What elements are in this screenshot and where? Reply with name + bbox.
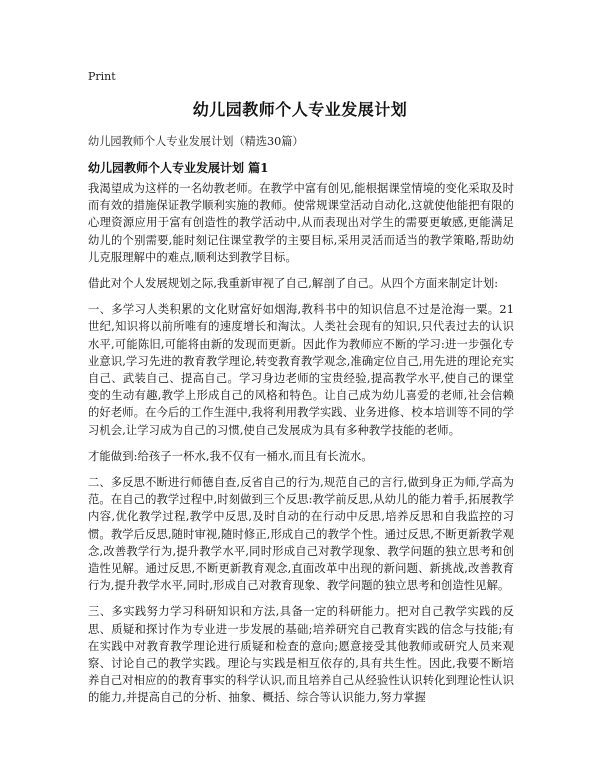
paragraph: 我渴望成为这样的一名幼教老师。在教学中富有创见,能根据课堂情境的变化采取及时而有效的措施保证教学顺利实施的教师。使常规课堂活动自动化,这就使他能把有限的心理资源应用于富有创造性的教学活动中,从而表现出对学生的需要更敏感,更能满足幼儿的个别需要,能时刻记住课堂教学的主要目标,采用灵活而适当的教学策略,帮助幼儿克服理解中的难点,顺利达到教学目标。 — [88, 182, 514, 264]
section-heading: 幼儿园教师个人专业发展计划 篇1 — [88, 161, 269, 175]
paragraph: 一、多学习人类积累的文化财富好如烟海,教科书中的知识信息不过是沧海一粟。21世纪,知识将以前所唯有的速度增长和淘汰。人类社会现有的知识,只代表过去的认识水平,可能陈旧,可能将由新的发现而更新。因此作为教师应不断的学习:进一步强化专业意识,学习先进的教育教学理论,转变教育教学观念,准确定位自己,用先进的理论充实自己、武装自己、提高自己。学习身边老师的宝贵经验,提高教学水平,使自己的课堂变的生动有趣,教学上形成自己的风格和特色。让自己成为幼儿喜爱的老师,社会信赖的好老师。在今后的工作生涯中,我将利用教学实践、业务进修、校本培训等不同的学习机会,让学习成为自己的习惯,使自己发展成为具有多种教学技能的老师。 — [88, 303, 514, 437]
paragraph: 三、多实践努力学习科研知识和方法,具备一定的科研能力。把对自己教学实践的反思、质疑和探讨作为专业进一步发展的基础;培养研究自己教育实践的信念与技能;有在实践中对教育教学理论进行质疑和检查的意向;愿意接受其他教师或研究人员来观察、讨论自己的教学实践。理论与实践是相互依存的,具有共生性。因此,我要不断培养自己对相应的的教育事实的科学认识,而且培养自己从经验性认识转化到理论性认识的能力,并提高自己的分析、抽象、概括、综合等认识能力,努力掌握 — [88, 605, 514, 705]
paragraph: 才能做到:给孩子一杯水,我不仅有一桶水,而且有长流水。 — [88, 449, 373, 463]
document-body — [88, 180, 514, 716]
document-title: 幼儿园教师个人专业发展计划 — [192, 100, 408, 119]
document-subtitle: 幼儿园教师个人专业发展计划（精选30篇） — [88, 135, 304, 148]
paragraph: 二、多反思不断进行师德自查,反省自己的行为,规范自己的言行,做到身正为师,学高为范。在自己的教学过程中,时刻做到三个反思:教学前反思,从幼儿的能力着手,拓展教学内容,优化教学过程,教学中反思,及时自动的在行动中反思,培养反思和自我监控的习惯。教学后反思,随时审视,随时修正,形成自己的教学个性。通过反思,不断更新教学观念,改善教学行为,提升教学水平,同时形成自己对教学现象、教学问题的独立思考和创造性见解。通过反思,不断更新教育观念,直面改革中出现的新问题、新挑战,改善教育行为,提升教学水平,同时,形成自己对教育现象、教学问题的独立思考和创造性见解。 — [88, 476, 514, 593]
print-label[interactable]: Print — [88, 70, 116, 83]
paragraph: 借此对个人发展规划之际,我重新审视了自己,解剖了自己。从四个方面来制定计划: — [88, 277, 499, 291]
